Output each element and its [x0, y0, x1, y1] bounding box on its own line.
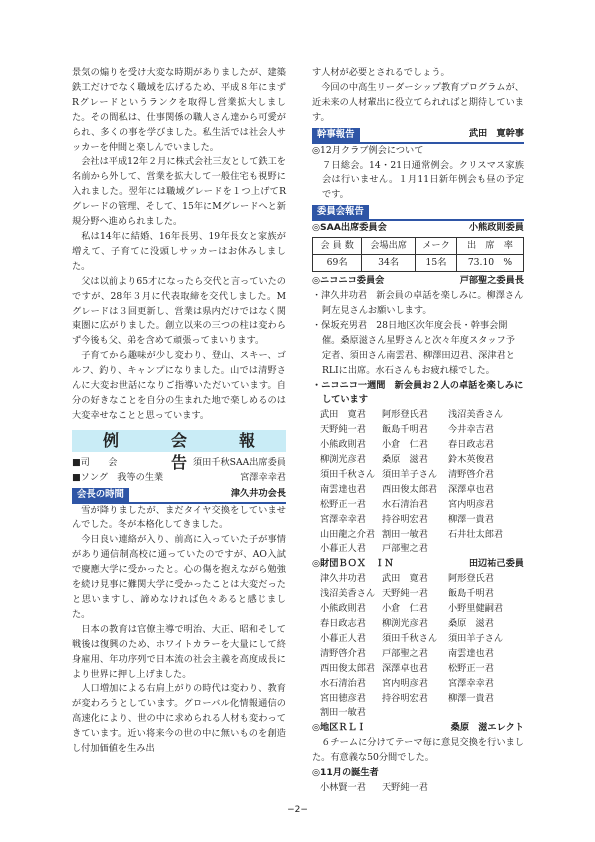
- rli-body: ６チームに分けてテーマ毎に意見交換を行いました。有意義な50分間でした。: [312, 737, 524, 764]
- box-head: ◎財団ＢＯＸ ＩＮ: [312, 558, 394, 570]
- member-name: 浅沼美香さん: [448, 409, 504, 421]
- rli-name: 桑原 滋エレクト: [450, 722, 524, 734]
- member-name: 清野啓介君: [448, 468, 494, 480]
- article-para-4: 父は以前より65才になったら交代と言っていたのですが、28年３月に代表取締を交代しました。Mグレードは３回更新し、営業は県内だけではなく関東圏に広がりました。創立以来の三つの柱は変わらず今後も父、弟を含めて頑張ってまいります。: [72, 275, 286, 347]
- member-name: 春日政志君: [320, 618, 366, 629]
- member-name: 今井幸吉君: [448, 424, 494, 436]
- member-name: 武田 寛君: [320, 409, 366, 421]
- kaicho-para-4: 人口増加による右肩上がりの時代は変わり、教育が変わろうとしています。グローバル化情報通信の高速化により、世の中に求められる人材も変わってきています。近い将来今の世の中に無いものを創造し付加価値を生み出: [72, 683, 286, 755]
- member-name: [382, 706, 448, 721]
- nikoniko-header: [312, 274, 524, 289]
- member-name: 柳渕光彦君: [320, 454, 366, 466]
- att-header-members: 会 員 数: [313, 238, 362, 255]
- member-name: 松野正一君: [320, 498, 366, 510]
- week-name-grid: [320, 408, 524, 557]
- kanji-subhead: ◎12月クラブ例会について: [312, 144, 424, 156]
- bday-name: 天野純一君: [382, 781, 428, 793]
- iinkai-tag: 委員会報告: [312, 205, 369, 219]
- member-name: 清野啓介君: [320, 647, 366, 659]
- att-value-makeup: 15名: [416, 255, 457, 272]
- kanji-header: [312, 128, 524, 144]
- shikai-label: ■司 会: [72, 456, 118, 468]
- kaicho-para-1: 雪が降りましたが、まだタイヤ交換をしていませんでした。冬が本格化してきました。: [72, 504, 286, 531]
- kanji-body: ７日総会。14・21日通常例会。クリスマス家族会は行いません。１月11日新年例会も昼の予定です。: [322, 159, 524, 201]
- nikoniko-name: 戸部聖之委員長: [459, 275, 524, 287]
- nikoniko-item-1: ・津久井功君 新会員の卓話を楽しみに。柳澤さん阿左見さんお願いします。: [312, 290, 524, 316]
- box-header: [312, 557, 524, 572]
- kaicho-para-3: 日本の教育は官僚主導で明治、大正、昭和そして戦後は復興のため、ホワイトカラーを大量にして終身雇用、年功序列で日本流の社会主義を高度成長により世界に押し上げました。: [72, 623, 286, 680]
- saa-head: ◎SAA出席委員会: [312, 222, 387, 234]
- att-header-makeup: メーク: [416, 238, 457, 255]
- member-name: 宮澤幸幸君: [320, 513, 366, 525]
- member-name: 津久井功君: [320, 573, 366, 585]
- member-name: 小熊政則君: [320, 439, 366, 451]
- att-value-rate: 73.10 %: [456, 255, 523, 272]
- shikai-name: 須田千秋SAA出席委員: [192, 456, 286, 468]
- attendance-value-row: [313, 255, 524, 272]
- att-value-members: 69名: [313, 255, 362, 272]
- member-name: 深澤卓也君: [448, 483, 494, 495]
- page-number: −2−: [287, 805, 308, 815]
- member-name: 鈴木英俊君: [448, 454, 494, 466]
- member-name: 南雲達也君: [448, 647, 494, 659]
- member-name: 春日政志君: [448, 439, 494, 451]
- member-name: 割田一敏君: [382, 528, 428, 540]
- article-para-3: 私は14年に結婚、16年長男、19年長女と家族が増えて、子育てに没頭しサッカーはお休みしました。: [72, 230, 286, 272]
- member-name: 柳渕光彦君: [382, 618, 428, 629]
- attendance-header-row: [313, 238, 524, 255]
- member-name: 小野里健嗣君: [448, 603, 504, 615]
- rli-head: ◎地区ＲＬＩ: [312, 722, 366, 734]
- member-name: 小倉 仁君: [382, 603, 428, 615]
- member-name: 阿形登氏君: [382, 409, 428, 421]
- member-name: 小暮正人君: [320, 543, 366, 555]
- iinkai-header: [312, 205, 524, 221]
- member-name: 割田一敏君: [320, 707, 366, 719]
- member-name: 石井壮太郎君: [448, 528, 504, 540]
- nikoniko-item-2: ・保坂充男君 28日地区次年度会長・幹事会開催。桑原滋さん星野さんと次々年度スタッフ予定者、須田さん南雲君、柳澤田辺君、深津君とRLIに出席。水石さんもお疲れ様でした。: [312, 319, 515, 376]
- box-name-grid: [320, 572, 524, 721]
- member-name: 浅沼美香さん: [320, 588, 376, 600]
- kaicho-para-2: 今日良い連絡が入り、前高に入っていた子が事情があり通信制高校に通っていたのですが、AO入試で慶應大学に受かったと。心の傷を抱えながら勉強を続け見事に難関大学に受かったことは大変だったと思いますし、諦めなければ色々あると感じました。: [72, 534, 286, 620]
- member-name: 戸部聖之君: [382, 543, 428, 555]
- kaicho-tag: 会長の時間: [72, 488, 129, 502]
- member-name: 飯島千明君: [382, 424, 428, 436]
- left-column: [72, 66, 308, 757]
- right-column: [312, 66, 524, 796]
- bday-head: ◎11月の誕生者: [312, 767, 379, 779]
- member-name: 柳澤一貴君: [448, 513, 494, 525]
- member-name: 松野正一君: [448, 662, 494, 674]
- member-name: 須田千秋さん: [320, 468, 376, 480]
- kaicho-name: 津久井功会長: [230, 488, 286, 500]
- member-name: 小熊政則君: [320, 603, 366, 615]
- member-name: 深澤卓也君: [382, 662, 428, 674]
- member-name: 桑原 滋君: [448, 618, 494, 629]
- box-name: 田辺祐己委員: [468, 558, 524, 570]
- article-para-5: 子育てから趣味が少し変わり、登山、スキー、ゴルフ、釣り、キャンプになりました。山では清野さんに大変お世話になりご指導いただいています。自分の好きなことを自分の生まれた地で楽しめるのは大変幸せなことと思っています。: [72, 350, 286, 421]
- member-name: 飯島千明君: [448, 588, 494, 600]
- member-name: 武田 寛君: [382, 573, 428, 585]
- member-name: 戸部聖之君: [382, 647, 428, 659]
- member-name: 須田羊子さん: [448, 632, 504, 644]
- member-name: 小暮正人君: [320, 632, 366, 644]
- member-name: 小倉 仁君: [382, 439, 428, 451]
- kanji-tag: 幹事報告: [312, 128, 360, 142]
- article-para-1: 景気の煽りを受け大変な時期がありましたが、建築鉄工だけでなく職域を広げるため、平成８年にまずRグレードというランクを取得し営業拡大しました。その間私は、仕事関係の職人さん達から可愛がられ、多くの事を学びました。私生活では社会人サッカーを仲間と楽しんでいました。: [72, 67, 286, 153]
- article-continuation: [72, 66, 286, 424]
- song-label: ■ソング 我等の生業: [72, 471, 164, 483]
- member-name: [448, 706, 522, 721]
- continued-line: す人材が必要とされるでしょう。: [312, 67, 450, 78]
- member-name: 天野純一君: [382, 588, 428, 600]
- att-value-present: 34名: [362, 255, 416, 272]
- member-name: 天野純一君: [320, 424, 366, 436]
- member-name: 水石清治君: [382, 498, 428, 510]
- member-name: 西田俊太郎君: [320, 662, 376, 674]
- member-name: 南雲達也君: [320, 483, 366, 495]
- member-name: 須田千秋さん: [382, 632, 438, 644]
- member-name: 桑原 滋君: [382, 454, 428, 466]
- bday-name: 小林賢一君: [320, 781, 366, 793]
- attendance-table: [312, 237, 524, 272]
- kanji-name: 武田 寛幹事: [468, 128, 524, 140]
- member-name: 水石清治君: [320, 677, 366, 689]
- week-head: ・ニコニコ一週間 新会員お２人の卓話を楽しみにしています: [312, 379, 524, 406]
- member-name: 阿形登氏君: [448, 573, 494, 585]
- member-name: 宮内明彦君: [382, 677, 428, 689]
- member-name: 持谷明宏君: [382, 513, 428, 525]
- member-name: 須田羊子さん: [382, 468, 438, 480]
- member-name: 宮澤幸幸君: [448, 677, 494, 689]
- member-name: 宮内明彦君: [448, 498, 494, 510]
- nikoniko-head: ◎ニコニコ委員会: [312, 275, 385, 287]
- member-name: 宮田徳彦君: [320, 692, 366, 704]
- saa-name: 小熊政則委員: [468, 222, 524, 234]
- att-header-present: 会場出席: [362, 238, 416, 255]
- kaicho-body: [72, 504, 286, 757]
- continued-para: 今回の中高生リーダーシップ教育プログラムが、近未来の人材輩出に役立てられればと期待しています。: [312, 81, 524, 123]
- member-name: 山田龍之介君: [320, 528, 376, 540]
- saa-header: [312, 221, 524, 236]
- att-header-rate: 出 席 率: [456, 238, 523, 255]
- reikai-title: 例 会 報 告: [72, 430, 286, 452]
- bday-names: [320, 781, 524, 796]
- bday-header: [312, 766, 524, 781]
- article-para-2: 会社は平成12年２月に株式会社三友として鉄工を名前から外して、営業を拡大して一般住宅も視野に入れました。翌年には職域グレードを１つ上げてRグレードの管理、そして、15年にMグレードへと新規分野へ進められました。: [72, 156, 286, 228]
- member-name: 西田俊太郎君: [382, 483, 438, 495]
- song-name: 宮澤幸幸君: [240, 471, 286, 483]
- rli-header: [312, 721, 524, 736]
- kaicho-header: [72, 488, 286, 504]
- member-name: [448, 542, 522, 557]
- member-name: 柳澤一貴君: [448, 692, 494, 704]
- member-name: 持谷明宏君: [382, 692, 428, 704]
